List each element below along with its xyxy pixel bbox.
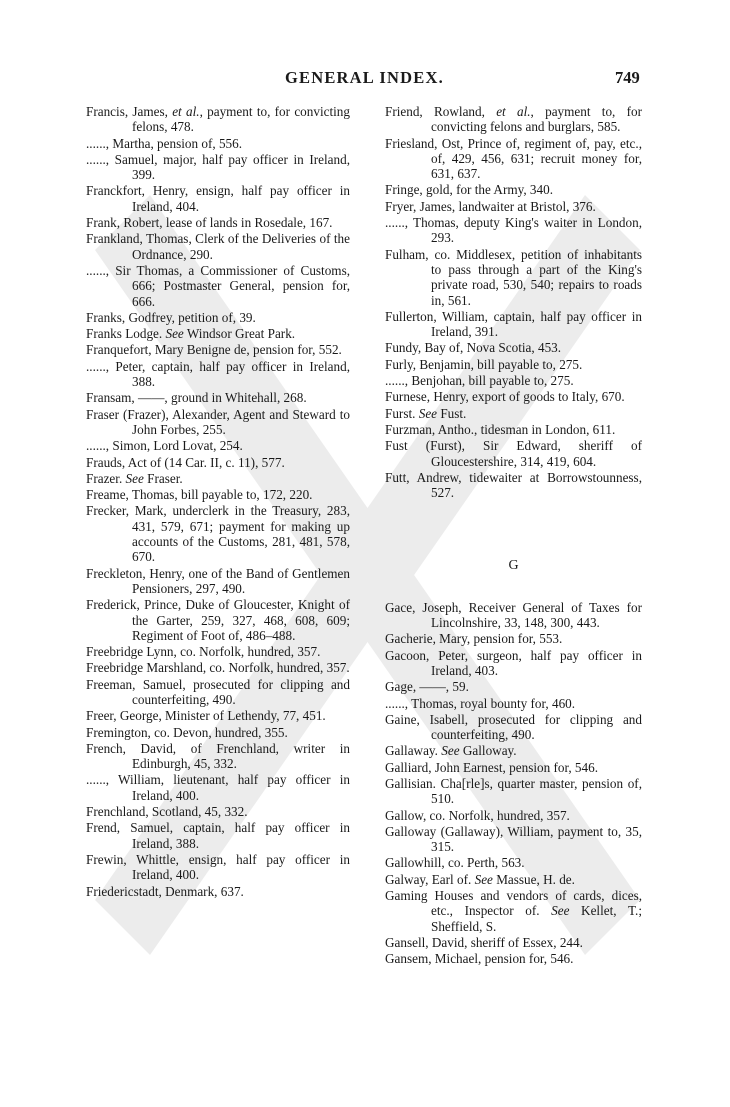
entry-text: Freebridge Marshland, co. Norfolk, hundred, 357. <box>86 660 350 676</box>
entry-text: Friesland, Ost, Prince of, regiment of, pay, etc., of, 429, 456, 631; recruit money for, 631, 637. <box>385 135 642 182</box>
entry-italic: See <box>474 871 493 887</box>
index-entry <box>385 215 642 246</box>
index-entry <box>86 326 350 341</box>
index-entry <box>385 808 642 823</box>
index-entry <box>385 182 642 197</box>
index-entry <box>86 215 350 230</box>
page-title: GENERAL INDEX. <box>285 68 444 87</box>
entry-text: Gallaway. <box>385 743 442 759</box>
index-entry <box>86 677 350 708</box>
index-entry <box>86 487 350 502</box>
index-entry <box>385 104 642 135</box>
entry-text-rest: Massue, H. de. <box>492 871 575 887</box>
index-entry <box>86 566 350 597</box>
entry-text: Frederick, Prince, Duke of Gloucester, Knight of the Garter, 259, 327, 468, 608, 609; Regiment of Foot of, 486–488. <box>86 597 350 643</box>
entry-italic: et al. <box>172 104 200 119</box>
index-entry <box>86 820 350 851</box>
index-entry <box>385 951 642 966</box>
entry-text: Friend, Rowland, <box>385 104 497 119</box>
entry-text-rest: Kellet, T.; Sheffield, S. <box>431 903 642 934</box>
index-entry <box>385 357 642 372</box>
entry-text: ......, William, lieutenant, half pay officer in Ireland, 400. <box>86 772 350 803</box>
index-entry <box>385 438 642 469</box>
entry-text: Francis, James, <box>86 104 173 119</box>
index-entry <box>86 708 350 723</box>
entry-text: Galloway (Gallaway), William, payment to, 35, 315. <box>385 823 642 855</box>
index-entry <box>86 455 350 470</box>
entry-text: Gaming Houses and vendors of cards, dices, etc., Inspector of. <box>385 888 642 919</box>
index-entry <box>86 342 350 357</box>
entry-italic: See <box>418 405 438 421</box>
entry-text: French, David, of Frenchland, writer in Edinburgh, 45, 332. <box>86 740 350 772</box>
entry-italic: et al. <box>496 104 531 119</box>
index-entry <box>385 422 642 437</box>
index-entry <box>86 884 350 899</box>
index-entry <box>385 855 642 870</box>
entry-text: Fullerton, William, captain, half pay officer in Ireland, 391. <box>385 308 642 340</box>
section-letter: G <box>508 558 519 574</box>
index-entry <box>86 471 350 486</box>
entry-italic: See <box>441 743 460 759</box>
entry-text: Freckleton, Henry, one of the Band of Gentlemen Pensioners, 297, 490. <box>86 565 350 596</box>
entry-text-rest: Fraser. <box>143 470 183 486</box>
entry-text: Galway, Earl of. <box>385 871 475 887</box>
entry-text: Frend, Samuel, captain, half pay officer in Ireland, 388. <box>86 820 350 851</box>
entry-text: Franquefort, Mary Benigne de, pension for, 552. <box>86 342 342 358</box>
right-column-f-entries <box>385 104 642 500</box>
entry-italic: See <box>551 903 570 919</box>
index-entry <box>385 470 642 501</box>
index-entry <box>86 772 350 803</box>
index-entry <box>385 935 642 950</box>
index-entry <box>385 389 642 404</box>
index-entry <box>385 340 642 355</box>
index-entry <box>385 648 642 679</box>
index-entry <box>385 199 642 214</box>
entry-text: Fransam, ——, ground in Whitehall, 268. <box>86 390 307 406</box>
index-entry <box>86 104 350 135</box>
index-entry <box>385 600 642 631</box>
entry-text-rest: Galloway. <box>459 743 517 759</box>
entry-text: Freer, George, Minister of Lethendy, 77, 451. <box>86 708 326 724</box>
entry-text-rest: Windsor Great Park. <box>183 326 296 342</box>
index-entry <box>86 390 350 405</box>
entry-text-rest: , payment to, for convicting felons and burglars, 585. <box>431 104 642 135</box>
entry-text: Freame, Thomas, bill payable to, 172, 220. <box>86 487 313 503</box>
entry-text: ......, Simon, Lord Lovat, 254. <box>86 438 243 454</box>
entry-text: ......, Thomas, royal bounty for, 460. <box>385 695 576 711</box>
entry-text: ......, Samuel, major, half pay officer in Ireland, 399. <box>86 151 350 183</box>
entry-text: Frazer. <box>86 470 126 486</box>
entry-text: Frecker, Mark, underclerk in the Treasury, 283, 431, 579, 671; payment for making up accounts of the Customs, 281, 481, 578, 670. <box>86 503 350 565</box>
entry-text: Gallisian. Cha[rle]s, quarter master, pension of, 510. <box>385 775 642 807</box>
index-entry <box>86 359 350 390</box>
entry-text: Friedericstadt, Denmark, 637. <box>86 883 244 899</box>
index-entry <box>385 824 642 855</box>
entry-text: Gaine, Isabell, prosecuted for clipping and counterfeiting, 490. <box>385 711 642 743</box>
index-entry <box>385 373 642 388</box>
index-entry <box>385 247 642 308</box>
entry-text: ......, Peter, captain, half pay officer in Ireland, 388. <box>86 358 350 390</box>
entry-text: Gace, Joseph, Receiver General of Taxes for Lincolnshire, 33, 148, 300, 443. <box>385 599 642 631</box>
index-entry <box>385 136 642 182</box>
index-entry <box>385 309 642 340</box>
entry-text: Fundy, Bay of, Nova Scotia, 453. <box>385 340 562 356</box>
entry-text: Fulham, co. Middlesex, petition of inhabitants to pass through a part of the King's private road, 530, 540; repairs to roads in, 561. <box>385 246 642 308</box>
index-entry <box>86 852 350 883</box>
index-entry <box>86 597 350 643</box>
index-entry <box>385 712 642 743</box>
index-entry <box>385 406 642 421</box>
index-entry <box>385 743 642 758</box>
index-entry <box>385 760 642 775</box>
entry-text: Gacoon, Peter, surgeon, half pay officer in Ireland, 403. <box>385 647 642 678</box>
right-column-g-entries <box>385 600 642 967</box>
index-entry <box>385 679 642 694</box>
entry-text: Gacherie, Mary, pension for, 553. <box>385 631 563 647</box>
entry-text: Galliard, John Earnest, pension for, 546. <box>385 759 598 775</box>
index-entry <box>86 183 350 214</box>
index-entry <box>385 776 642 807</box>
page-number: 749 <box>615 68 640 87</box>
index-entry <box>86 741 350 772</box>
entry-text: Freeman, Samuel, prosecuted for clipping and counterfeiting, 490. <box>86 676 350 707</box>
entry-text: ......, Thomas, deputy King's waiter in London, 293. <box>385 215 642 246</box>
index-entry <box>86 725 350 740</box>
entry-text: Fringe, gold, for the Army, 340. <box>385 182 553 198</box>
entry-text: Frewin, Whittle, ensign, half pay officer in Ireland, 400. <box>86 851 350 883</box>
entry-text: Freebridge Lynn, co. Norfolk, hundred, 357. <box>86 644 321 660</box>
entry-text: Frankland, Thomas, Clerk of the Deliveries of the Ordnance, 290. <box>86 231 350 262</box>
page-header <box>0 68 730 92</box>
index-entry <box>86 438 350 453</box>
index-entry <box>86 660 350 675</box>
index-entry <box>86 152 350 183</box>
entry-text: Gansem, Michael, pension for, 546. <box>385 951 574 967</box>
left-column <box>86 104 350 900</box>
entry-text: ......, Sir Thomas, a Commissioner of Customs, 666; Postmaster General, pension for, 666. <box>86 262 350 309</box>
entry-text: Fust (Furst), Sir Edward, sheriff of Gloucestershire, 314, 419, 604. <box>385 438 642 469</box>
entry-text: Fryer, James, landwaiter at Bristol, 376. <box>385 198 596 214</box>
entry-text: Furzman, Antho., tidesman in London, 611. <box>385 421 616 437</box>
entry-text: Gallowhill, co. Perth, 563. <box>385 855 525 871</box>
entry-text: ......, Martha, pension of, 556. <box>86 135 243 151</box>
entry-text: Gansell, David, sheriff of Essex, 244. <box>385 934 583 950</box>
entry-text: Gage, ——, 59. <box>385 679 469 695</box>
index-entry <box>86 407 350 438</box>
index-entry <box>385 631 642 646</box>
index-entry <box>86 644 350 659</box>
entry-text-rest: Fust. <box>437 405 467 421</box>
entry-text: ......, Benjohan, bill payable to, 275. <box>385 373 574 389</box>
entry-text-rest: , payment to, for convicting felons, 478. <box>132 104 350 135</box>
entry-italic: See <box>165 326 184 342</box>
entry-text: Fraser (Frazer), Alexander, Agent and Steward to John Forbes, 255. <box>86 406 350 437</box>
entry-text: Frauds, Act of (14 Car. II, c. 11), 577. <box>86 454 285 470</box>
entry-text: Furnese, Henry, export of goods to Italy, 670. <box>385 389 625 405</box>
entry-text: Franks, Godfrey, petition of, 39. <box>86 309 256 325</box>
index-entry <box>86 136 350 151</box>
entry-text: Frank, Robert, lease of lands in Rosedale, 167. <box>86 215 333 231</box>
index-entry <box>86 263 350 309</box>
entry-text: Franks Lodge. <box>86 326 166 342</box>
entry-text: Fremington, co. Devon, hundred, 355. <box>86 724 288 740</box>
entry-text: Furst. <box>385 405 419 421</box>
index-entry <box>86 231 350 262</box>
index-entry <box>385 696 642 711</box>
entry-text: Frenchland, Scotland, 45, 332. <box>86 804 248 820</box>
entry-text: Furly, Benjamin, bill payable to, 275. <box>385 356 583 372</box>
index-entry <box>86 503 350 564</box>
index-entry <box>385 872 642 887</box>
entry-text: Gallow, co. Norfolk, hundred, 357. <box>385 807 570 823</box>
index-entry <box>385 888 642 934</box>
right-column <box>385 104 642 968</box>
entry-italic: See <box>125 470 144 486</box>
entry-text: Futt, Andrew, tidewaiter at Borrowstounness, 527. <box>385 469 642 501</box>
index-entry <box>86 804 350 819</box>
index-entry <box>86 310 350 325</box>
entry-text: Franckfort, Henry, ensign, half pay officer in Ireland, 404. <box>86 183 350 214</box>
